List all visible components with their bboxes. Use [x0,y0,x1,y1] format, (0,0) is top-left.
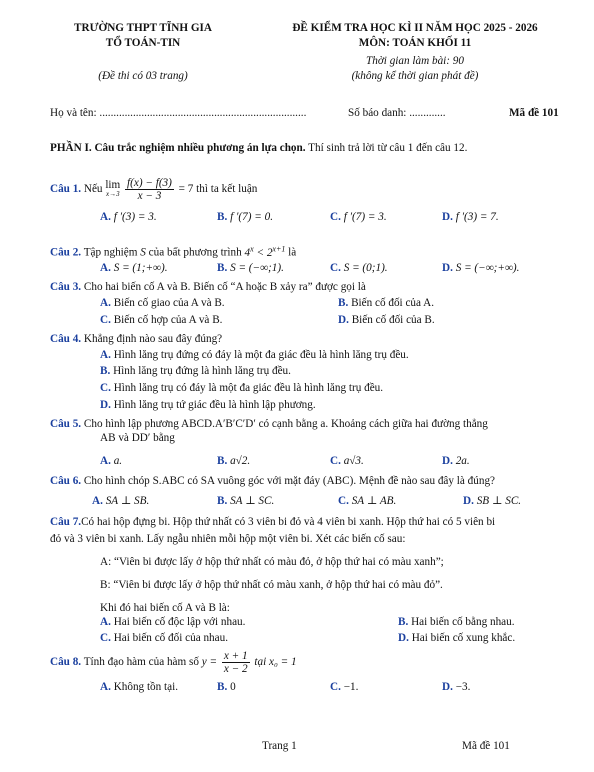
option-d: D. Hai biến cố xung khắc. [398,632,516,644]
option-b: B. SA ⊥ SC. [217,495,275,507]
option-d: D. SB ⊥ SC. [463,495,522,507]
option-c: C. Hai biến cố đối của nhau. [100,632,229,644]
option-d: D. 2a. [442,455,470,467]
fraction: $\frac{f(x) - f(3)}{x - 3}$ [127,177,172,202]
option-d: D. f ′(3) = 7. [442,211,499,223]
question-text-2: AB và DD′ bằng [100,432,175,444]
option-c: C. S = (0;1). [330,262,388,274]
option-c: C. Hình lăng trụ có đáy là một đa giác đều là hình lăng trụ đều. [100,382,384,394]
page-number: Trang 1 [262,740,297,752]
question-label: Câu 8. [50,656,82,669]
question-label: Câu 2. [50,246,82,259]
option-b: B. f ′(7) = 0. [217,211,273,223]
question-label: Câu 1. [50,183,82,196]
question-label: Câu 7. [50,516,82,528]
question-ask: Khi đó hai biến cố A và B là: [100,602,230,614]
question-7: Câu 7.Có hai hộp đựng bi. Hộp thứ nhất có 3 viên bi đỏ và 4 viên bi xanh. Hộp thứ hai có 5 viên bi đỏ và 3 viên bi xanh. Lấy ngẫu nhiên mỗi hộp một viên bi. Xét các biến cố sau: A: “Viên bi được lấy ở hộp thứ nhất có màu đỏ, ở hộp thứ hai có màu xanh”; B: “Viên bi được lấy ở hộp thứ nhất có màu xanh, ở hộp thứ hai có màu đỏ”. Khi đó hai biến cố A và B là: A. Hai biến cố độc lập với nhau. B. Hai biến cố bằng nhau. C. Hai biến cố đối của nhau. D. Hai biến cố xung khắc. [50,515,575,615]
question-3: Câu 3. Cho hai biến cố A và B. Biến cố “A hoặc B xảy ra” được gọi là A. Biến cố giao của A và B. B. Biến cố đối của A. C. Biến cố hợp của A và B. D. Biến cố đối của B. [50,281,435,326]
subject: MÔN: TOÁN KHỐI 11 [358,37,472,49]
option-a: A. S = (1;+∞). [100,262,168,274]
option-d: D. S = (−∞;+∞). [442,262,520,274]
option-b: B. 0 [217,681,236,693]
limit-symbol: lim x→3 [105,178,121,198]
part-heading: PHẦN I. Câu trắc nghiệm nhiều phương án lựa chọn. [50,142,306,154]
option-b: B. Biến cố đối của A. [338,297,435,309]
question-label: Câu 4. [50,333,82,345]
option-c: C. SA ⊥ AB. [338,495,397,507]
option-a: A. Hai biến cố độc lập với nhau. [100,616,246,628]
student-id-field: Số báo danh: ............. [348,107,446,119]
exam-code: Mã đề 101 [509,107,559,119]
question-1 [50,177,575,223]
question-5: Câu 5. Cho hình lập phương ABCD.A′B′C′D′ có cạnh bằng a. Khoảng cách giữa hai đường thẳng AB và DD′ bằng A. a. B. a√2. C. a√3. D. 2a. [50,417,575,445]
option-a: A. Không tồn tại. [100,681,179,693]
option-a: A. Hình lăng trụ đứng có đáy là một đa giác đều là hình lăng trụ đều. [100,349,409,361]
school-name: TRƯỜNG THPT TĨNH GIA [74,22,212,34]
footer-exam-code: Mã đề 101 [462,740,510,752]
question-2: Câu 2. Tập nghiệm S của bất phương trình $4^x < 2^{x+1}$ là A. S = (1;+∞). B. S = (−∞;1). C. S = (0;1). D. S = (−∞;+∞). [50,244,520,274]
part-instruction: Thí sinh trả lời từ câu 1 đến câu 12. [308,142,468,154]
exam-title: ĐỀ KIỂM TRA HỌC KÌ II NĂM HỌC 2025 - 2026 [292,22,538,34]
event-b: B: “Viên bi được lấy ở hộp thứ nhất có màu xanh, ở hộp thứ hai có màu đỏ”. [100,579,443,591]
question-label: Câu 3. [50,281,82,293]
option-c: C. f ′(7) = 3. [330,211,387,223]
option-b: B. S = (−∞;1). [217,262,284,274]
option-a: A. f ′(3) = 3. [100,211,157,223]
option-b: B. a√2. [217,455,251,467]
fraction: $\frac{x + 1}{x - 2}$ [223,650,248,675]
option-d: D. −3. [442,681,471,693]
question-4: Câu 4. Khẳng định nào sau đây đúng? A. Hình lăng trụ đứng có đáy là một đa giác đều là hình lăng trụ đều. B. Hình lăng trụ đứng là hình lăng trụ đều. C. Hình lăng trụ có đáy là một đa giác đều là hình lăng trụ đều. D. Hình lăng trụ tứ giác đều là hình lập phương. [50,333,409,411]
option-a: A. SA ⊥ SB. [92,495,150,507]
question-text: Nếu [83,183,103,196]
option-d: D. Hình lăng trụ tứ giác đều là hình lập phương. [100,399,316,411]
question-8: Câu 8. Tính đạo hàm của hàm số y = $\frac{x + 1}{x - 2}$ tại x₀ = 1 A. Không tồn tại. B. 0 C. −1. D. −3. [50,650,471,693]
question-text-end: = 7 thì ta kết luận [178,183,258,196]
option-c: C. −1. [330,681,359,693]
student-name-field: Họ và tên: .......................................................................... [50,107,307,119]
time-note: (không kể thời gian phát đề) [351,70,479,82]
question-label: Câu 6. [50,475,82,487]
question-text-2: đỏ và 3 viên bi xanh. Lấy ngẫu nhiên mỗi hộp một viên bi. Xét các biến cố sau: [50,533,406,545]
option-a: A. a. [100,455,123,467]
time-limit: Thời gian làm bài: 90 [366,55,464,67]
option-c: C. Biến cố hợp của A và B. [100,314,223,326]
option-a: A. Biến cố giao của A và B. [100,297,225,309]
option-b: B. Hai biến cố bằng nhau. [398,616,515,628]
option-b: B. Hình lăng trụ đứng là hình lăng trụ đều. [100,365,291,377]
event-a: A: “Viên bi được lấy ở hộp thứ nhất có màu đỏ, ở hộp thứ hai có màu xanh”; [100,556,444,568]
option-c: C. a√3. [330,455,364,467]
question-label: Câu 5. [50,418,82,430]
question-6: Câu 6. Cho hình chóp S.ABC có SA vuông góc với mặt đáy (ABC). Mệnh đề nào sau đây là đúng? A. SA ⊥ SB. B. SA ⊥ SC. C. SA ⊥ AB. D. SB ⊥ SC. [50,475,522,507]
option-d: D. Biến cố đối của B. [338,314,435,326]
pages-note: (Đề thi có 03 trang) [98,70,188,82]
part-title [50,142,467,154]
department: TỔ TOÁN-TIN [105,37,181,49]
